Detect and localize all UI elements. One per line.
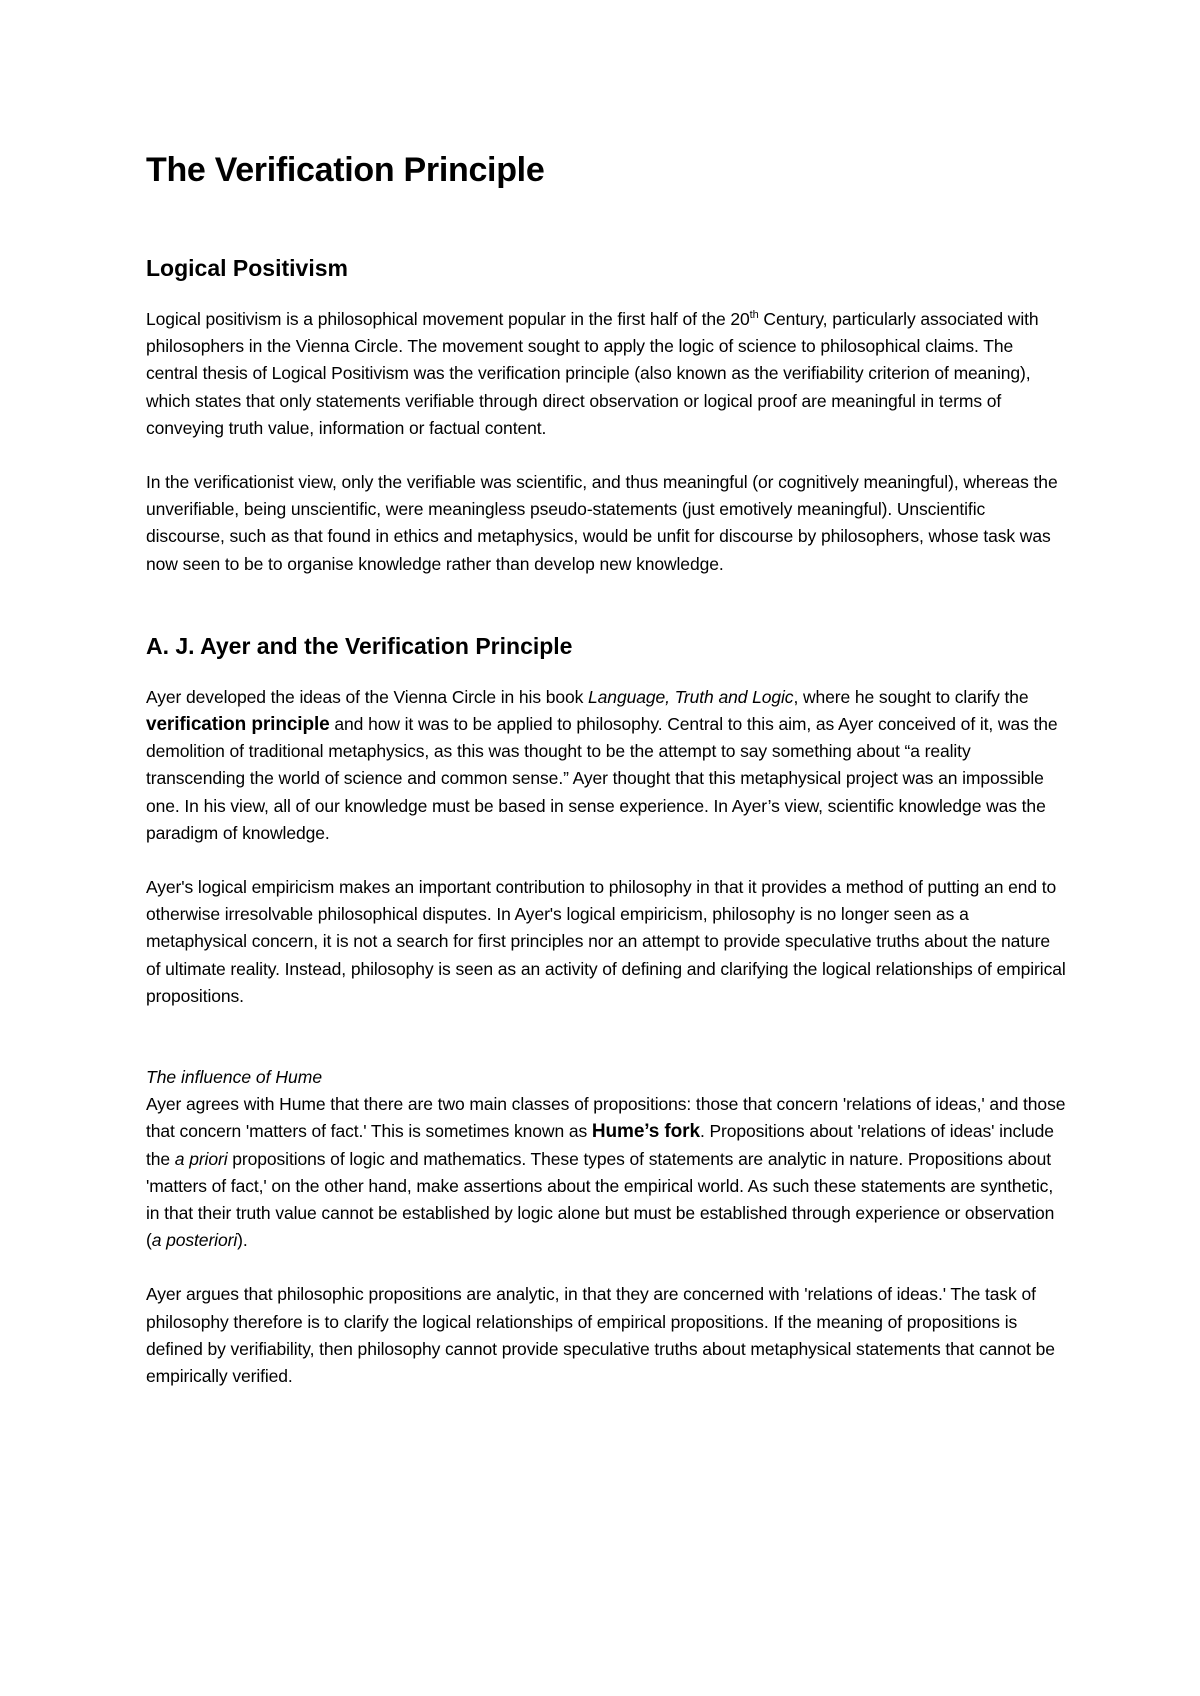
paragraph-hume-1 <box>146 1091 1066 1254</box>
a-posteriori-italic: a posteriori <box>151 1230 238 1251</box>
paragraph-ayer-2: Ayer's logical empiricism makes an important contribution to philosophy in that it provides a method of putting an end to otherwise irresolvable philosophical disputes. In Ayer's logical empiricism, philosophy is no longer seen as a metaphysical concern, it is not a search for first principles nor an attempt to provide speculative truths about the nature of ultimate reality. Instead, philosophy is seen as an activity of defining and clarifying the logical relationships of empirical propositions. <box>146 877 1066 1006</box>
paragraph-logical-positivism-2: In the verificationist view, only the verifiable was scientific, and thus meaningful (or cognitively meaningful), whereas the unverifiable, being unscientific, were meaningless pseudo-statements (just emotively meaningful). Unscientific discourse, such as that found in ethics and metaphysics, would be unfit for discourse by philosophers, whose task was now seen to be to organise knowledge rather than develop new knowledge. <box>146 472 1058 574</box>
text-run: ). <box>237 1230 248 1251</box>
paragraph-logical-positivism-1 <box>146 306 1066 442</box>
text-run: Ayer developed the ideas of the Vienna Circle in his book <box>146 686 589 707</box>
superscript-th: th <box>749 309 759 322</box>
text-run: Ayer agrees with Hume that there are two main classes of propositions: those that concern 'relations of ideas,' and those that concern 'matters of fact.' This is sometimes known as <box>146 1094 1066 1142</box>
document-body <box>146 138 1066 1390</box>
heading-logical-positivism: Logical Positivism <box>146 255 348 281</box>
book-title: Language, Truth and Logic <box>588 686 794 707</box>
text-run: Century, particularly associated with philosophers in the Vienna Circle. The movement sought to apply the logic of science to philosophical claims. The central thesis of Logical Positivism was the verification principle (also known as the verifiability criterion of meaning), which states that only statements verifiable through direct observation or logical proof are meaningful in terms of conveying truth value, information or factual content. <box>146 309 1039 438</box>
text-run: , where he sought to clarify the <box>793 686 1029 707</box>
paragraph-hume-2: Ayer argues that philosophic propositions are analytic, in that they are concerned with 'relations of ideas.' The task of philosophy therefore is to clarify the logical relationships of empirical propositions. If the meaning of propositions is defined by verifiability, then philosophy cannot provide speculative truths about metaphysical statements that cannot be empirically verified. <box>146 1284 1055 1387</box>
text-run: . Propositions about 'relations of ideas' include the <box>146 1121 1054 1169</box>
a-priori-italic: a priori <box>174 1148 228 1169</box>
page-title: The Verification Principle <box>146 151 545 189</box>
heading-ayer: A. J. Ayer and the Verification Principle <box>146 632 573 659</box>
subheading-influence-of-hume: The influence of Hume <box>146 1067 323 1088</box>
humes-fork-bold: Hume’s fork <box>591 1121 700 1143</box>
paragraph-ayer-1 <box>146 684 1066 847</box>
text-run: propositions of logic and mathematics. These types of statements are analytic in nature. Propositions about 'matters of fact,' on the other hand, make assertions about the empirical world. As such these statements are synthetic, in that their truth value cannot be established by logic alone but must be established through experience or observation ( <box>146 1148 1055 1251</box>
text-run: Logical positivism is a philosophical movement popular in the first half of the 20 <box>146 309 750 329</box>
verification-principle-bold: verification principle <box>146 714 330 736</box>
text-run: and how it was to be applied to philosophy. Central to this aim, as Ayer conceived of it, was the demolition of traditional metaphysics, as this was thought to be the attempt to say something about “a reality transcending the world of science and common sense.” Ayer thought that this metaphysical project was an impossible one. In his view, all of our knowledge must be based in sense experience. In Ayer’s view, scientific knowledge was the paradigm of knowledge. <box>146 714 1058 843</box>
